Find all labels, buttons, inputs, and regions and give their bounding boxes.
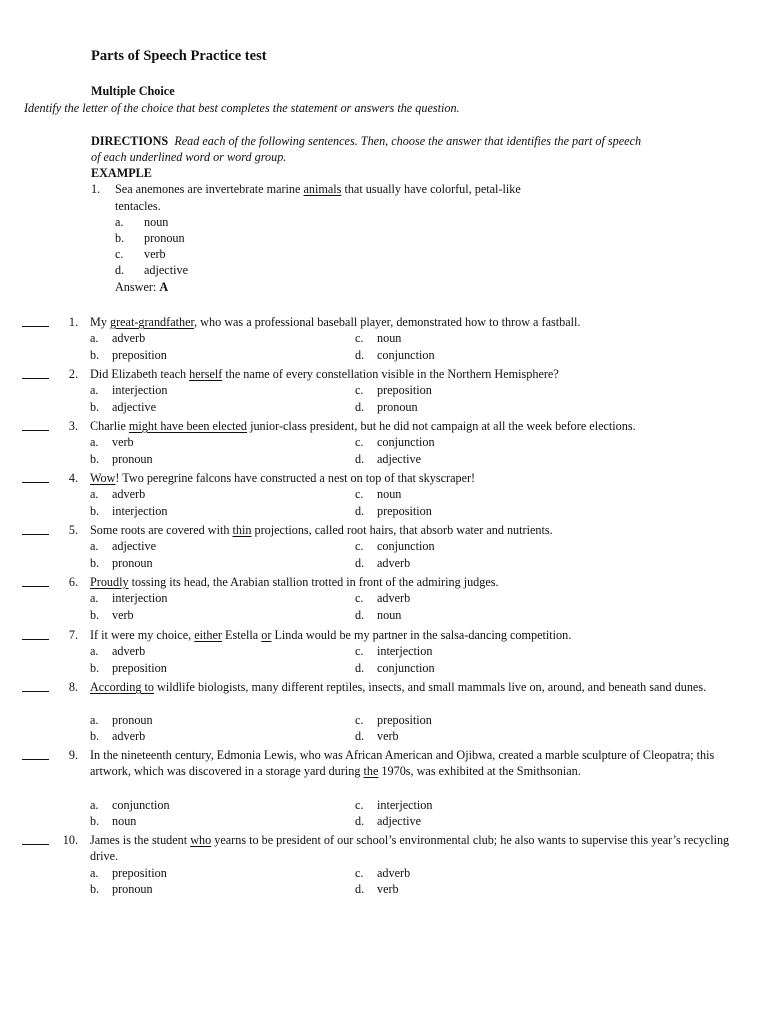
stem-text: Charlie	[90, 419, 129, 433]
option-c[interactable]: c. noun	[355, 487, 402, 501]
answer-blank[interactable]	[22, 679, 49, 692]
option-text: noun	[144, 215, 169, 229]
stem-text: the name of every constellation visible in the Northern Hemisphere?	[222, 367, 559, 381]
question-1	[0, 314, 768, 364]
example-stem	[115, 181, 521, 197]
option-text: conjunction	[112, 798, 170, 812]
answer-blank[interactable]	[22, 418, 49, 431]
option-letter: a.	[115, 215, 124, 229]
option-text: adjective	[377, 452, 421, 466]
option-text: adjective	[377, 814, 421, 828]
option-d[interactable]: d. adjective	[355, 452, 421, 466]
answer-blank[interactable]	[22, 522, 49, 535]
example-stem-before: Sea anemones are invertebrate marine	[115, 182, 304, 196]
option-text: verb	[377, 729, 399, 743]
option-b[interactable]: b. interjection	[90, 504, 168, 518]
question-number: 9.	[68, 748, 78, 762]
option-text: preposition	[377, 504, 432, 518]
option-text: preposition	[112, 348, 167, 362]
option-text: verb	[377, 882, 399, 896]
directions-line-2: of each underlined word or word group.	[91, 150, 287, 164]
question-9	[0, 747, 768, 831]
option-d[interactable]: d. verb	[355, 882, 399, 896]
example-answer-value: A	[159, 280, 169, 294]
stem-text: Did Elizabeth teach	[90, 367, 190, 381]
option-c[interactable]: c. interjection	[355, 644, 433, 658]
example-option	[115, 246, 166, 262]
question-3	[0, 418, 768, 468]
question-stem	[90, 627, 730, 643]
question-number: 3.	[68, 419, 78, 433]
option-text: verb	[112, 435, 134, 449]
option-a[interactable]: a. interjection	[90, 591, 168, 605]
option-d[interactable]: d. adverb	[355, 556, 411, 570]
stem-text: 1970s, was exhibited at the Smithsonian.	[378, 764, 581, 779]
instruction-text: Identify the letter of the choice that best completes the statement or answers the question.	[24, 101, 460, 115]
option-text: adverb	[112, 729, 146, 743]
stem-text: Estella	[221, 628, 262, 642]
option-text: conjunction	[377, 435, 435, 449]
option-letter: b.	[115, 231, 125, 245]
option-a[interactable]: a. conjunction	[90, 798, 170, 812]
option-text: pronoun	[112, 452, 153, 466]
answer-blank[interactable]	[22, 366, 49, 379]
example-stem-after: that usually have colorful, petal-like	[341, 182, 521, 196]
option-text: pronoun	[377, 400, 418, 414]
option-b[interactable]: b. noun	[90, 814, 137, 828]
example-label: EXAMPLE	[91, 166, 152, 180]
question-stem	[90, 470, 730, 486]
stem-text: In the nineteenth century, Edmonia Lewis, who was African American and Ojibwa, created a marble sculpture of Cleopatra; this artwork, which was discovered in a storage yard during	[90, 748, 715, 779]
option-text: verb	[144, 247, 166, 261]
option-b[interactable]: b. adjective	[90, 400, 156, 414]
option-text: noun	[377, 331, 402, 345]
underlined-word: According to	[90, 680, 154, 694]
option-text: pronoun	[112, 713, 153, 727]
underlined-word: thin	[232, 523, 252, 537]
example-stem-line-2: tentacles.	[115, 199, 161, 213]
stem-text: ! Two peregrine falcons have constructed a nest on top of that skyscraper!	[115, 471, 476, 485]
option-letter: d.	[115, 263, 125, 277]
answer-blank[interactable]	[22, 574, 49, 587]
option-c[interactable]: c. noun	[355, 331, 402, 345]
question-stem	[90, 747, 730, 780]
question-stem	[90, 574, 730, 590]
option-text: adverb	[112, 331, 146, 345]
stem-text: projections, called root hairs, that absorb water and nutrients.	[251, 523, 553, 537]
question-number: 1.	[68, 315, 78, 329]
option-text: verb	[112, 608, 134, 622]
option-text: interjection	[377, 644, 433, 658]
option-text: preposition	[377, 713, 432, 727]
option-c[interactable]: c. preposition	[355, 713, 432, 727]
question-7	[0, 627, 768, 677]
option-b[interactable]: b. preposition	[90, 661, 167, 675]
option-a[interactable]: a. adverb	[90, 644, 146, 658]
stem-text: If it were my choice,	[90, 628, 195, 642]
underlined-word: Proudly	[90, 575, 129, 589]
stem-text: yearns to be president of our school’s environmental club; he also wants to supervise this year’s recycling drive.	[90, 833, 730, 864]
question-number: 7.	[68, 628, 78, 642]
option-c[interactable]: c. adverb	[355, 591, 411, 605]
stem-text: wildlife biologists, many different reptiles, insects, and small mammals live on, around, and beneath sand dunes.	[153, 680, 707, 694]
option-b[interactable]: b. pronoun	[90, 882, 153, 896]
directions-label: DIRECTIONS	[91, 134, 169, 148]
stem-text: Linda would be my partner in the salsa-dancing competition.	[271, 628, 572, 642]
option-b[interactable]: b. pronoun	[90, 556, 153, 570]
option-text: adverb	[377, 556, 411, 570]
option-d[interactable]: d. adjective	[355, 814, 421, 828]
option-text: conjunction	[377, 348, 435, 362]
stem-text: junior-class president, but he did not campaign at all the week before elections.	[247, 419, 636, 433]
question-stem	[90, 679, 730, 695]
example-number: 1.	[91, 182, 101, 196]
underlined-word: who	[190, 833, 212, 847]
option-c[interactable]: c. conjunction	[355, 435, 435, 449]
option-text: conjunction	[377, 661, 435, 675]
underlined-word: the	[363, 764, 379, 779]
stem-text: , who was a professional baseball player, demonstrated how to throw a fastball.	[194, 315, 581, 329]
stem-text: James is the student	[90, 833, 191, 847]
option-b[interactable]: b. preposition	[90, 348, 167, 362]
question-10	[0, 832, 768, 898]
option-b[interactable]: b. adverb	[90, 729, 146, 743]
option-c[interactable]: c. interjection	[355, 798, 433, 812]
option-text: preposition	[112, 661, 167, 675]
option-a[interactable]: a. interjection	[90, 383, 168, 397]
option-d[interactable]: d. conjunction	[355, 348, 435, 362]
stem-text: Some roots are covered with	[90, 523, 233, 537]
question-number: 5.	[68, 523, 78, 537]
question-number: 6.	[68, 575, 78, 589]
option-text: interjection	[377, 798, 433, 812]
option-d[interactable]: d. preposition	[355, 504, 432, 518]
stem-text: tossing its head, the Arabian stallion trotted in front of the admiring judges.	[128, 575, 499, 589]
question-6	[0, 574, 768, 624]
option-text: adverb	[112, 487, 146, 501]
directions-line-1	[91, 133, 641, 149]
answer-blank[interactable]	[22, 470, 49, 483]
question-4	[0, 470, 768, 520]
option-text: interjection	[112, 591, 168, 605]
example-option	[115, 262, 188, 278]
option-letter: c.	[115, 247, 124, 261]
directions-text: Read each of the following sentences. Then, choose the answer that identifies the part of speech	[174, 134, 642, 148]
option-text: noun	[377, 608, 402, 622]
question-stem	[90, 832, 730, 865]
option-d[interactable]: d. conjunction	[355, 661, 435, 675]
example-underlined-word: animals	[303, 182, 342, 196]
option-text: adverb	[377, 866, 411, 880]
question-stem	[90, 314, 730, 330]
underlined-word: Wow	[90, 471, 116, 485]
question-stem	[90, 522, 730, 538]
example-option	[115, 214, 168, 230]
answer-blank[interactable]	[22, 832, 49, 845]
option-text: pronoun	[112, 882, 153, 896]
underlined-word: herself	[189, 367, 223, 381]
underlined-word: might have been elected	[128, 419, 248, 433]
option-d[interactable]: d. verb	[355, 729, 399, 743]
option-c[interactable]: c. adverb	[355, 866, 411, 880]
option-c[interactable]: c. preposition	[355, 383, 432, 397]
underlined-word: or	[261, 628, 272, 642]
option-text: noun	[112, 814, 137, 828]
question-number: 8.	[68, 680, 78, 694]
question-number: 2.	[68, 367, 78, 381]
example-option	[115, 230, 185, 246]
stem-text: My	[90, 315, 110, 329]
underlined-word: either	[194, 628, 222, 642]
question-5	[0, 522, 768, 572]
section-heading: Multiple Choice	[91, 84, 175, 98]
option-a[interactable]: a. preposition	[90, 866, 167, 880]
question-8	[0, 679, 768, 745]
option-a[interactable]: a. verb	[90, 435, 134, 449]
question-stem	[90, 418, 730, 434]
option-a[interactable]: a. adjective	[90, 539, 156, 553]
option-a[interactable]: a. adverb	[90, 487, 146, 501]
example-answer	[115, 279, 168, 295]
option-text: interjection	[112, 383, 168, 397]
option-b[interactable]: b. verb	[90, 608, 134, 622]
answer-blank[interactable]	[22, 314, 49, 327]
option-text: noun	[377, 487, 402, 501]
example-answer-label: Answer:	[115, 280, 160, 294]
option-text: adjective	[112, 539, 156, 553]
underlined-word: great-grandfather	[109, 315, 195, 329]
option-a[interactable]: a. adverb	[90, 331, 146, 345]
option-text: conjunction	[377, 539, 435, 553]
question-number: 4.	[68, 471, 78, 485]
page-title: Parts of Speech Practice test	[91, 48, 267, 64]
option-a[interactable]: a. pronoun	[90, 713, 153, 727]
option-text: pronoun	[112, 556, 153, 570]
question-number: 10.	[62, 833, 78, 847]
option-d[interactable]: d. noun	[355, 608, 402, 622]
question-2	[0, 366, 768, 416]
option-text: preposition	[112, 866, 167, 880]
option-text: pronoun	[144, 231, 185, 245]
answer-blank[interactable]	[22, 627, 49, 640]
question-stem	[90, 366, 730, 382]
option-c[interactable]: c. conjunction	[355, 539, 435, 553]
option-text: adjective	[112, 400, 156, 414]
option-text: adverb	[377, 591, 411, 605]
option-text: interjection	[112, 504, 168, 518]
option-text: adjective	[144, 263, 188, 277]
option-text: adverb	[112, 644, 146, 658]
answer-blank[interactable]	[22, 747, 49, 760]
option-text: preposition	[377, 383, 432, 397]
option-d[interactable]: d. pronoun	[355, 400, 418, 414]
option-b[interactable]: b. pronoun	[90, 452, 153, 466]
